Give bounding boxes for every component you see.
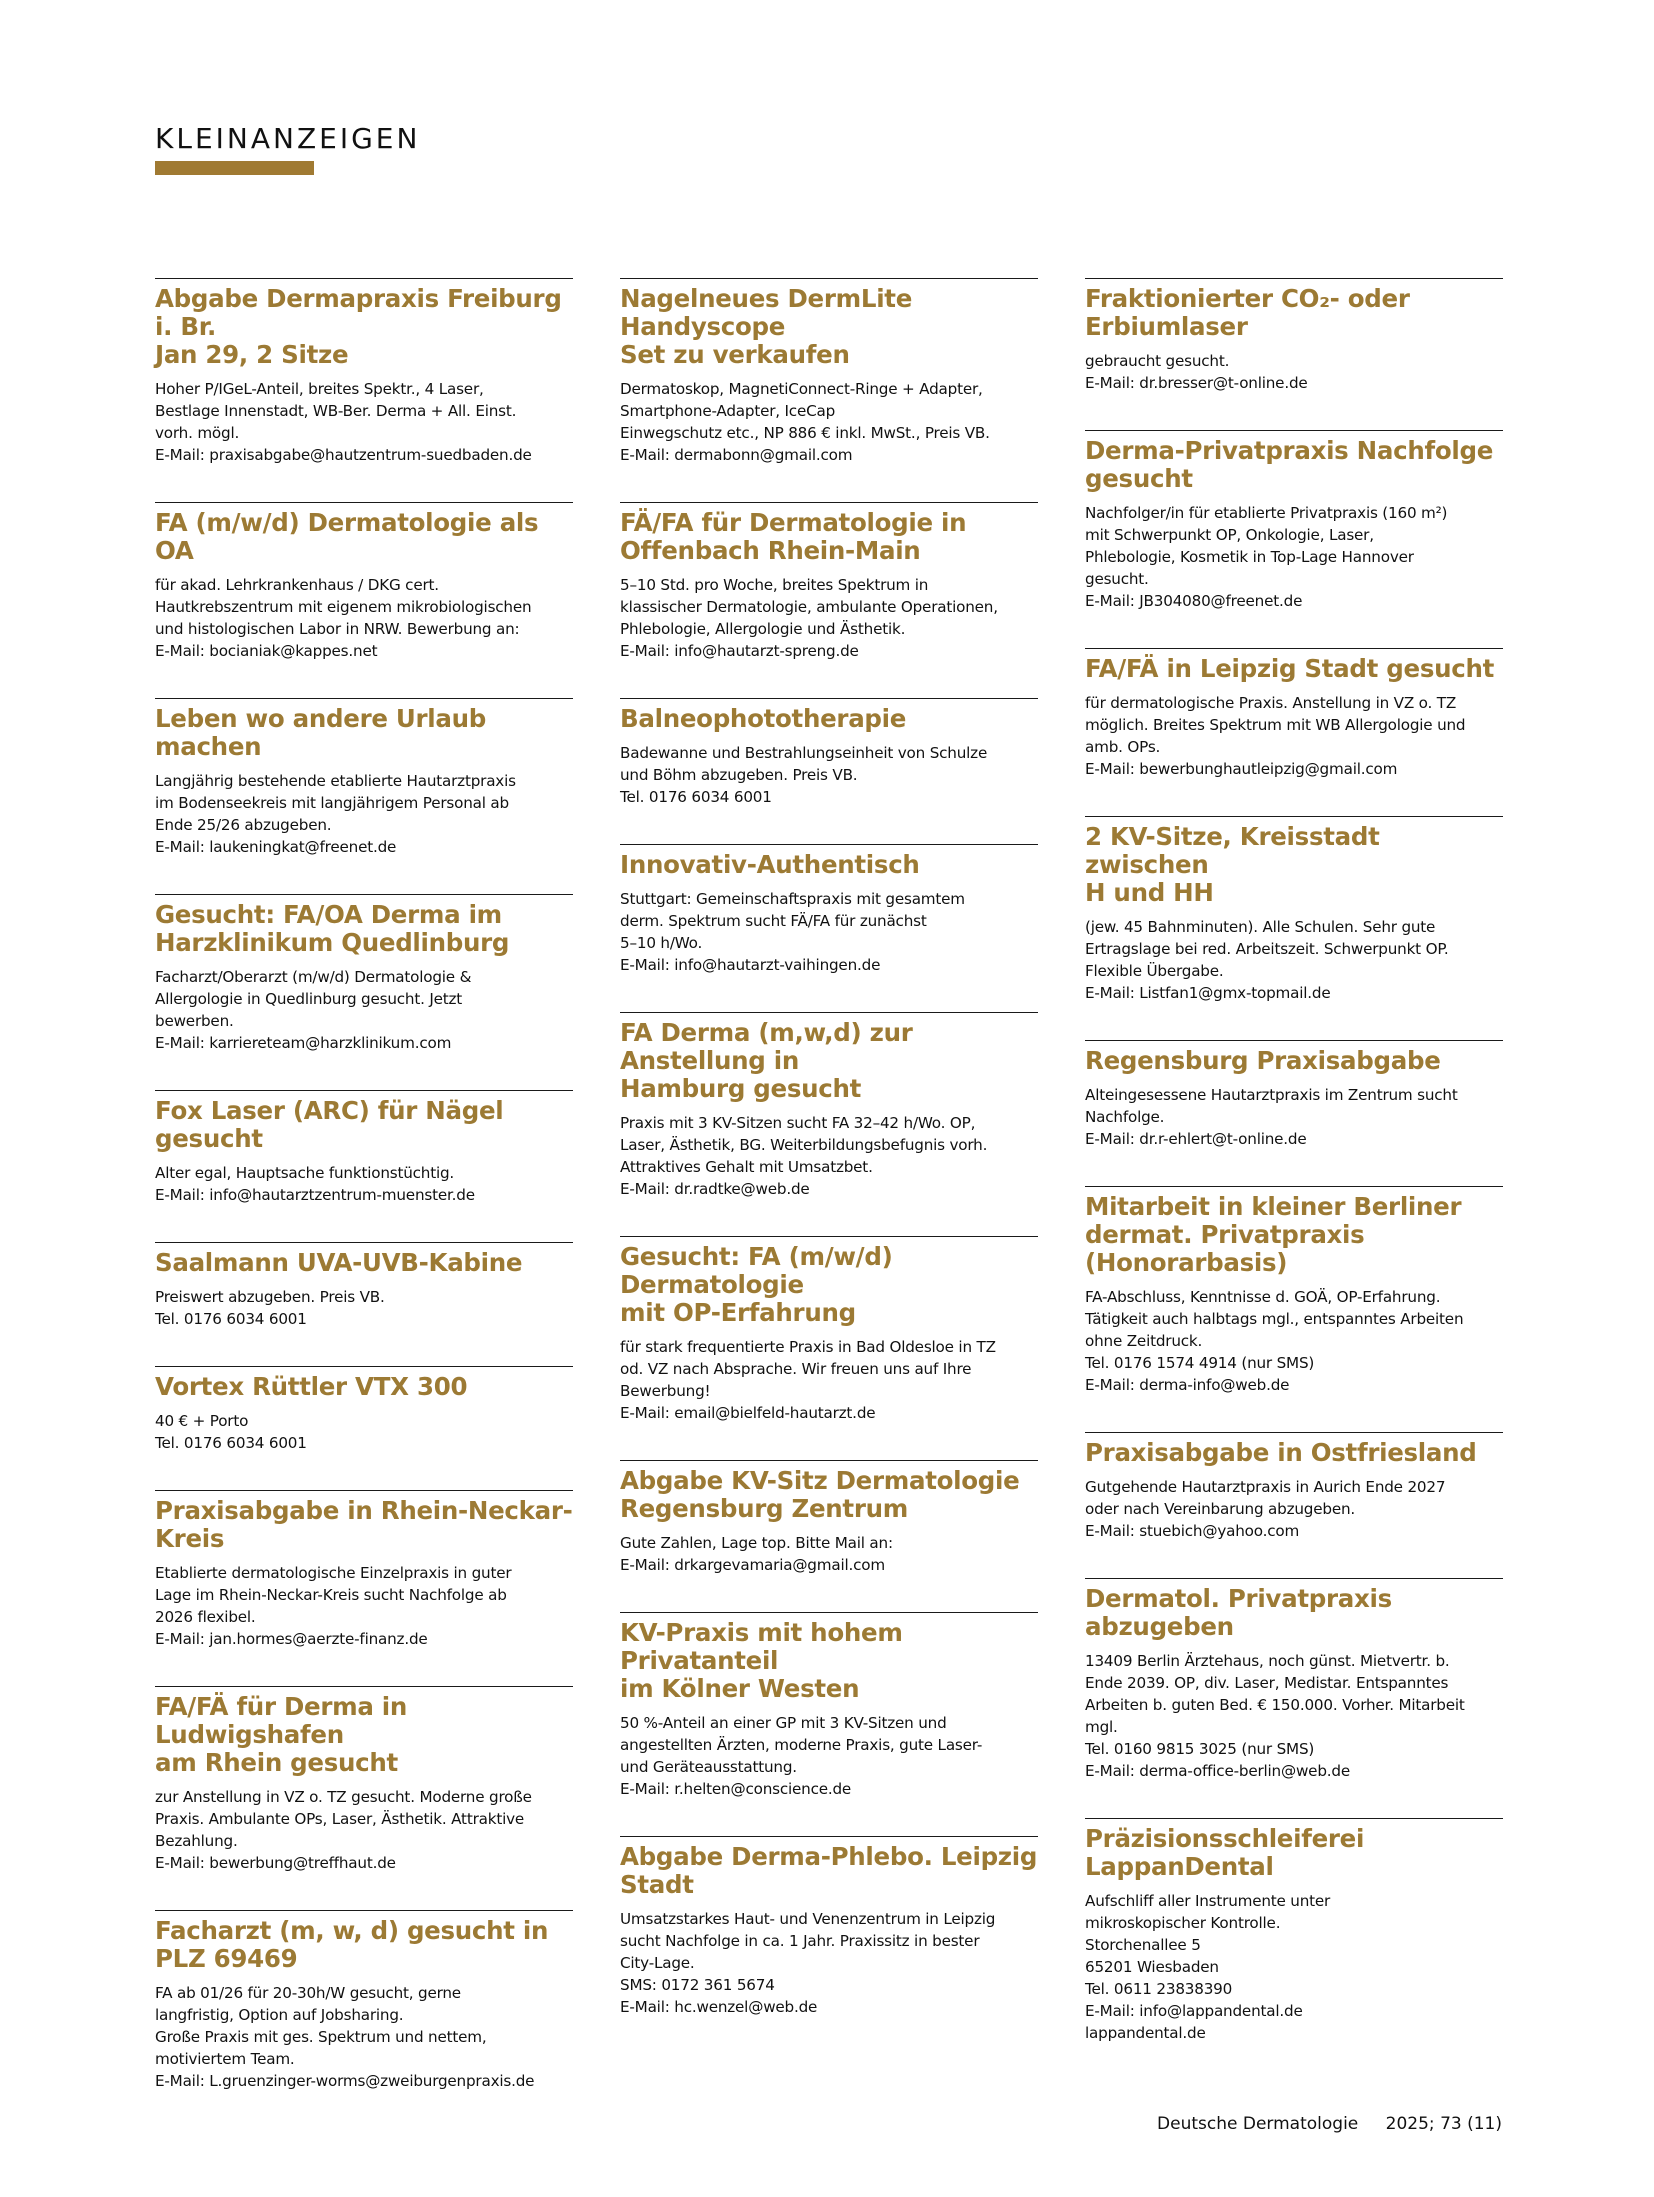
ad-body-line: vorh. mögl. [155,424,240,442]
ad-title [620,1843,1038,1899]
ad-title-line: dermat. Privatpraxis (Honorarbasis) [1085,1220,1365,1277]
classified-ad [620,278,1038,466]
ad-contact: Tel. 0160 9815 3025 (nur SMS) [1085,1740,1315,1758]
ad-body-line: Arbeiten b. guten Bed. € 150.000. Vorher. Mitarbeit [1085,1696,1465,1714]
ad-contact[interactable]: E-Mail: bocianiak@kappes.net [155,642,378,660]
ad-body-line: klassischer Dermatologie, ambulante Operationen, [620,598,998,616]
ad-title [155,1917,573,1973]
ad-body-line: mgl. [1085,1718,1118,1736]
ad-title-line: Jan 29, 2 Sitze [155,340,349,369]
classified-ad [620,698,1038,808]
issue-info: 2025; 73 (11) [1385,2114,1502,2134]
ad-contact[interactable]: E-Mail: r.helten@conscience.de [620,1780,852,1798]
ad-title [620,1019,1038,1103]
ad-title-line: Innovativ-Authentisch [620,850,920,879]
ad-contact[interactable]: E-Mail: info@hautarztzentrum-muenster.de [155,1186,475,1204]
ad-title-line: Balneophototherapie [620,704,907,733]
ad-body-line: und Geräteausstattung. [620,1758,797,1776]
ad-body-line: ohne Zeitdruck. [1085,1332,1203,1350]
classified-ad [155,1910,573,2092]
ad-title [1085,285,1503,341]
ads-column-1 [155,278,573,2128]
ad-body-line: Badewanne und Bestrahlungseinheit von Schulze [620,744,988,762]
ad-body-line: gebraucht gesucht. [1085,352,1230,370]
ad-body-line: 40 € + Porto [155,1412,249,1430]
ad-contact[interactable]: E-Mail: laukeningkat@freenet.de [155,838,397,856]
ad-title-line: gesucht [1085,464,1193,493]
ad-contact: Tel. 0611 23838390 [1085,1980,1233,1998]
classified-ad [620,1836,1038,2018]
ad-title-line: Präzisionsschleiferei LappanDental [1085,1824,1365,1881]
ad-contact: Tel. 0176 6034 6001 [620,788,772,806]
ad-body-line: (jew. 45 Bahnminuten). Alle Schulen. Sehr gute [1085,918,1436,936]
ad-title-line: Erbiumlaser [1085,312,1248,341]
ad-body-line: bewerben. [155,1012,234,1030]
ad-title-line: PLZ 69469 [155,1944,298,1973]
ad-title-line: Set zu verkaufen [620,340,850,369]
ad-contact[interactable]: E-Mail: info@hautarzt-vaihingen.de [620,956,881,974]
ad-contact[interactable]: E-Mail: bewerbung@treffhaut.de [155,1854,396,1872]
ad-body-line: mit Schwerpunkt OP, Onkologie, Laser, [1085,526,1374,544]
ad-title-line: H und HH [1085,878,1214,907]
ad-body-line: Storchenallee 5 [1085,1936,1201,1954]
ad-title-line: Hamburg gesucht [620,1074,862,1103]
ad-body-line: mikroskopischer Kontrolle. [1085,1914,1281,1932]
classified-ad [1085,1578,1503,1782]
ad-body-line: sucht Nachfolge in ca. 1 Jahr. Praxissitz in bester [620,1932,980,1950]
ad-contact[interactable]: E-Mail: info@hautarzt-spreng.de [620,642,859,660]
ad-contact[interactable]: E-Mail: dr.r-ehlert@t-online.de [1085,1130,1307,1148]
ad-contact[interactable]: lappandental.de [1085,2024,1206,2042]
ad-body-line: angestellten Ärzten, moderne Praxis, gute Laser- [620,1736,983,1754]
ad-title [620,1619,1038,1703]
ad-body-line: möglich. Breites Spektrum mit WB Allergologie und [1085,716,1466,734]
ad-body-line: Allergologie in Quedlinburg gesucht. Jetzt [155,990,463,1008]
classified-ad [1085,1186,1503,1396]
ad-title [620,509,1038,565]
ad-body-line: Alter egal, Hauptsache funktionstüchtig. [155,1164,455,1182]
ad-title-line: mit OP-Erfahrung [620,1298,856,1327]
classified-ad [1085,1818,1503,2044]
ad-title-line: Leben wo andere Urlaub machen [155,704,486,761]
ad-title-line: Abgabe KV-Sitz Dermatologie [620,1466,1020,1495]
ad-title-line: FA/FÄ für Derma in Ludwigshafen [155,1692,408,1749]
ad-body-line: Aufschliff aller Instrumente unter [1085,1892,1331,1910]
ad-title [1085,823,1503,907]
ad-body-line: Alteingesessene Hautarztpraxis im Zentrum sucht [1085,1086,1458,1104]
classified-ad [155,1242,573,1330]
ad-body-line: City-Lage. [620,1954,695,1972]
classified-ad [1085,648,1503,780]
ad-body-line: und histologischen Labor in NRW. Bewerbung an: [155,620,520,638]
classified-ad [155,1490,573,1650]
ad-body-line: Attraktives Gehalt mit Umsatzbet. [620,1158,873,1176]
ad-contact[interactable]: E-Mail: jan.hormes@aerzte-finanz.de [155,1630,428,1648]
ad-body-line: 2026 flexibel. [155,1608,256,1626]
ad-title [620,705,1038,733]
ad-contact[interactable]: E-Mail: praxisabgabe@hautzentrum-suedbaden.de [155,446,532,464]
ad-body-line: Facharzt/Oberarzt (m/w/d) Dermatologie & [155,968,472,986]
ad-body-line: Einwegschutz etc., NP 886 € inkl. MwSt., Preis VB. [620,424,990,442]
ad-title [155,285,573,369]
ad-title-line: Saalmann UVA-UVB-Kabine [155,1248,523,1277]
ad-body-line: für stark frequentierte Praxis in Bad Oldesloe in TZ [620,1338,996,1356]
ad-body-line: für dermatologische Praxis. Anstellung in VZ o. TZ [1085,694,1457,712]
classified-ad [155,278,573,466]
ad-title-line: Dermatol. Privatpraxis abzugeben [1085,1584,1392,1641]
ad-body-line: zur Anstellung in VZ o. TZ gesucht. Moderne große [155,1788,532,1806]
ad-title-line: FA Derma (m,w,d) zur Anstellung in [620,1018,913,1075]
ad-title-line: FÄ/FA für Dermatologie in [620,508,967,537]
ad-contact[interactable]: E-Mail: dermabonn@gmail.com [620,446,853,464]
ad-contact: SMS: 0172 361 5674 [620,1976,775,1994]
ad-title-line: FA (m/w/d) Dermatologie als OA [155,508,539,565]
ad-body-line: im Bodenseekreis mit langjährigem Personal ab [155,794,509,812]
ad-contact[interactable]: E-Mail: derma-office-berlin@web.de [1085,1762,1350,1780]
ad-body-line: Nachfolger/in für etablierte Privatpraxis (160 m²) [1085,504,1448,522]
ad-body-line: FA-Abschluss, Kenntnisse d. GOÄ, OP-Erfahrung. [1085,1288,1441,1306]
ad-body-line: Praxis. Ambulante OPs, Laser, Ästhetik. Attraktive [155,1810,525,1828]
ad-title-line: am Rhein gesucht [155,1748,398,1777]
ad-contact[interactable]: E-Mail: email@bielfeld-hautarzt.de [620,1404,876,1422]
ad-body-line: Stuttgart: Gemeinschaftspraxis mit gesamtem [620,890,965,908]
ad-title-line: Facharzt (m, w, d) gesucht in [155,1916,549,1945]
ad-title [1085,437,1503,493]
ad-title-line: Nagelneues DermLite Handyscope [620,284,913,341]
ad-title [1085,655,1503,683]
ad-body-line: Umsatzstarkes Haut- und Venenzentrum in Leipzig [620,1910,996,1928]
ad-contact[interactable]: E-Mail: JB304080@freenet.de [1085,592,1303,610]
ad-body-line: 65201 Wiesbaden [1085,1958,1219,1976]
ad-title-line: Abgabe Dermapraxis Freiburg i. Br. [155,284,562,341]
ad-body-line: oder nach Vereinbarung abzugeben. [1085,1500,1356,1518]
page-footer [1157,2114,1502,2134]
ad-body-line: derm. Spektrum sucht FÄ/FA für zunächst [620,912,927,930]
ad-body-line: Bewerbung! [620,1382,711,1400]
ad-title-line: Praxisabgabe in Ostfriesland [1085,1438,1477,1467]
ad-body-line: Hoher P/IGeL-Anteil, breites Spektr., 4 Laser, [155,380,484,398]
journal-name: Deutsche Dermatologie [1157,2114,1359,2134]
ad-title-line: Harzklinikum Quedlinburg [155,928,510,957]
ad-contact[interactable]: E-Mail: derma-info@web.de [1085,1376,1290,1394]
ads-column-3 [1085,278,1503,2080]
ad-title-line: Gesucht: FA/OA Derma im [155,900,502,929]
ad-title [155,1693,573,1777]
ad-title [620,1243,1038,1327]
ad-body-line: Preiswert abzugeben. Preis VB. [155,1288,385,1306]
section-accent-bar [155,161,314,175]
ad-body-line: od. VZ nach Absprache. Wir freuen uns auf Ihre [620,1360,972,1378]
ad-body-line: langfristig, Option auf Jobsharing. [155,2006,404,2024]
ad-title [155,1373,573,1401]
ad-title [155,705,573,761]
classified-ad [155,502,573,662]
ad-body-line: 5–10 Std. pro Woche, breites Spektrum in [620,576,929,594]
ad-title-line: Gesucht: FA (m/w/d) Dermatologie [620,1242,893,1299]
ad-body-line: 50 %-Anteil an einer GP mit 3 KV-Sitzen und [620,1714,947,1732]
ad-body-line: 13409 Berlin Ärztehaus, noch günst. Mietvertr. b. [1085,1652,1450,1670]
classified-ad [620,1236,1038,1424]
ad-contact: Tel. 0176 6034 6001 [155,1434,307,1452]
ad-body-line: Nachfolge. [1085,1108,1165,1126]
ad-body-line: Ende 2039. OP, div. Laser, Medistar. Entspanntes [1085,1674,1449,1692]
ad-body-line: Ende 25/26 abzugeben. [155,816,332,834]
ad-contact: Tel. 0176 1574 4914 (nur SMS) [1085,1354,1315,1372]
ad-body-line: für akad. Lehrkrankenhaus / DKG cert. [155,576,439,594]
ad-title-line: Praxisabgabe in Rhein-Neckar-Kreis [155,1496,573,1553]
ad-contact[interactable]: E-Mail: dr.radtke@web.de [620,1180,810,1198]
ad-body-line: Lage im Rhein-Neckar-Kreis sucht Nachfolge ab [155,1586,507,1604]
ad-body-line: Dermatoskop, MagnetiConnect-Ringe + Adapter, [620,380,983,398]
ad-title-line: Fox Laser (ARC) für Nägel gesucht [155,1096,504,1153]
ad-title [1085,1585,1503,1641]
ad-title [155,1249,573,1277]
classified-ad [620,1460,1038,1576]
ad-body-line: Tätigkeit auch halbtags mgl., entspanntes Arbeiten [1085,1310,1464,1328]
classified-ad [620,1012,1038,1200]
section-title: KLEINANZEIGEN [155,122,421,155]
classified-ad [1085,816,1503,1004]
ad-title-line: Abgabe Derma-Phlebo. Leipzig Stadt [620,1842,1038,1899]
ad-body-line: Smartphone-Adapter, IceCap [620,402,836,420]
ad-title [1085,1193,1503,1277]
ad-body-line: Phlebologie, Kosmetik in Top-Lage Hannover [1085,548,1414,566]
classified-ad [155,1090,573,1206]
classified-ad [620,844,1038,976]
classified-ad [155,1366,573,1454]
ad-title [155,1097,573,1153]
classified-ad [620,502,1038,662]
ad-contact[interactable]: E-Mail: info@lappandental.de [1085,2002,1303,2020]
ad-body-line: Ertragslage bei red. Arbeitszeit. Schwerpunkt OP. [1085,940,1449,958]
classified-ad [1085,1432,1503,1542]
ad-title [620,1467,1038,1523]
ad-body-line: Hautkrebszentrum mit eigenem mikrobiologischen [155,598,532,616]
ad-title [1085,1047,1503,1075]
ad-body-line: 5–10 h/Wo. [620,934,703,952]
classified-ad [620,1612,1038,1800]
ad-body-line: Flexible Übergabe. [1085,962,1224,980]
ad-title-line: Mitarbeit in kleiner Berliner [1085,1192,1462,1221]
ad-title-line: Regensburg Praxisabgabe [1085,1046,1441,1075]
ad-title-line: 2 KV-Sitze, Kreisstadt zwischen [1085,822,1380,879]
classified-ad [1085,1040,1503,1150]
ad-contact[interactable]: E-Mail: karriereteam@harzklinikum.com [155,1034,452,1052]
ad-title [155,509,573,565]
ad-body-line: gesucht. [1085,570,1149,588]
ad-title-line: Vortex Rüttler VTX 300 [155,1372,468,1401]
ad-body-line: Etablierte dermatologische Einzelpraxis in guter [155,1564,512,1582]
ad-title-line: im Kölner Westen [620,1674,860,1703]
ad-body-line: Laser, Ästhetik, BG. Weiterbildungsbefugnis vorh. [620,1136,988,1154]
ads-column-2 [620,278,1038,2054]
ad-body-line: Bestlage Innenstadt, WB-Ber. Derma + All. Einst. [155,402,517,420]
ad-contact[interactable]: E-Mail: hc.wenzel@web.de [620,1998,818,2016]
classified-ad [155,698,573,858]
ad-body-line: motiviertem Team. [155,2050,295,2068]
ad-contact[interactable]: E-Mail: L.gruenzinger-worms@zweiburgenpraxis.de [155,2072,535,2090]
ad-body-line: amb. OPs. [1085,738,1161,756]
ad-body-line: Bezahlung. [155,1832,238,1850]
ad-title-line: Regensburg Zentrum [620,1494,908,1523]
ad-contact[interactable]: E-Mail: dr.bresser@t-online.de [1085,374,1308,392]
ad-contact[interactable]: E-Mail: Listfan1@gmx-topmail.de [1085,984,1331,1002]
classified-ad [1085,430,1503,612]
ad-body-line: und Böhm abzugeben. Preis VB. [620,766,858,784]
ad-title-line: FA/FÄ in Leipzig Stadt gesucht [1085,654,1495,683]
ad-body-line: FA ab 01/26 für 20-30h/W gesucht, gerne [155,1984,461,2002]
ad-title [1085,1825,1503,1881]
ad-body-line: Große Praxis mit ges. Spektrum und nettem, [155,2028,487,2046]
ad-body-line: Langjährig bestehende etablierte Hautarztpraxis [155,772,516,790]
ad-title-line: Offenbach Rhein-Main [620,536,921,565]
ad-contact: Tel. 0176 6034 6001 [155,1310,307,1328]
ad-title-line: Fraktionierter CO₂- oder [1085,284,1410,313]
ad-title [155,901,573,957]
classified-ad [155,894,573,1054]
classified-ad [155,1686,573,1874]
ad-body-line: Phlebologie, Allergologie und Ästhetik. [620,620,906,638]
ad-title [620,285,1038,369]
ad-title [1085,1439,1503,1467]
ad-body-line: Praxis mit 3 KV-Sitzen sucht FA 32–42 h/Wo. OP, [620,1114,976,1132]
ad-body-line: Gute Zahlen, Lage top. Bitte Mail an: [620,1534,893,1552]
ad-title [155,1497,573,1553]
ad-body-line: Gutgehende Hautarztpraxis in Aurich Ende 2027 [1085,1478,1446,1496]
ad-title [620,851,1038,879]
ad-contact[interactable]: E-Mail: drkargevamaria@gmail.com [620,1556,885,1574]
classified-ad [1085,278,1503,394]
ad-contact[interactable]: E-Mail: stuebich@yahoo.com [1085,1522,1300,1540]
ad-title-line: KV-Praxis mit hohem Privatanteil [620,1618,903,1675]
ad-contact[interactable]: E-Mail: bewerbunghautleipzig@gmail.com [1085,760,1398,778]
ad-title-line: Derma-Privatpraxis Nachfolge [1085,436,1494,465]
